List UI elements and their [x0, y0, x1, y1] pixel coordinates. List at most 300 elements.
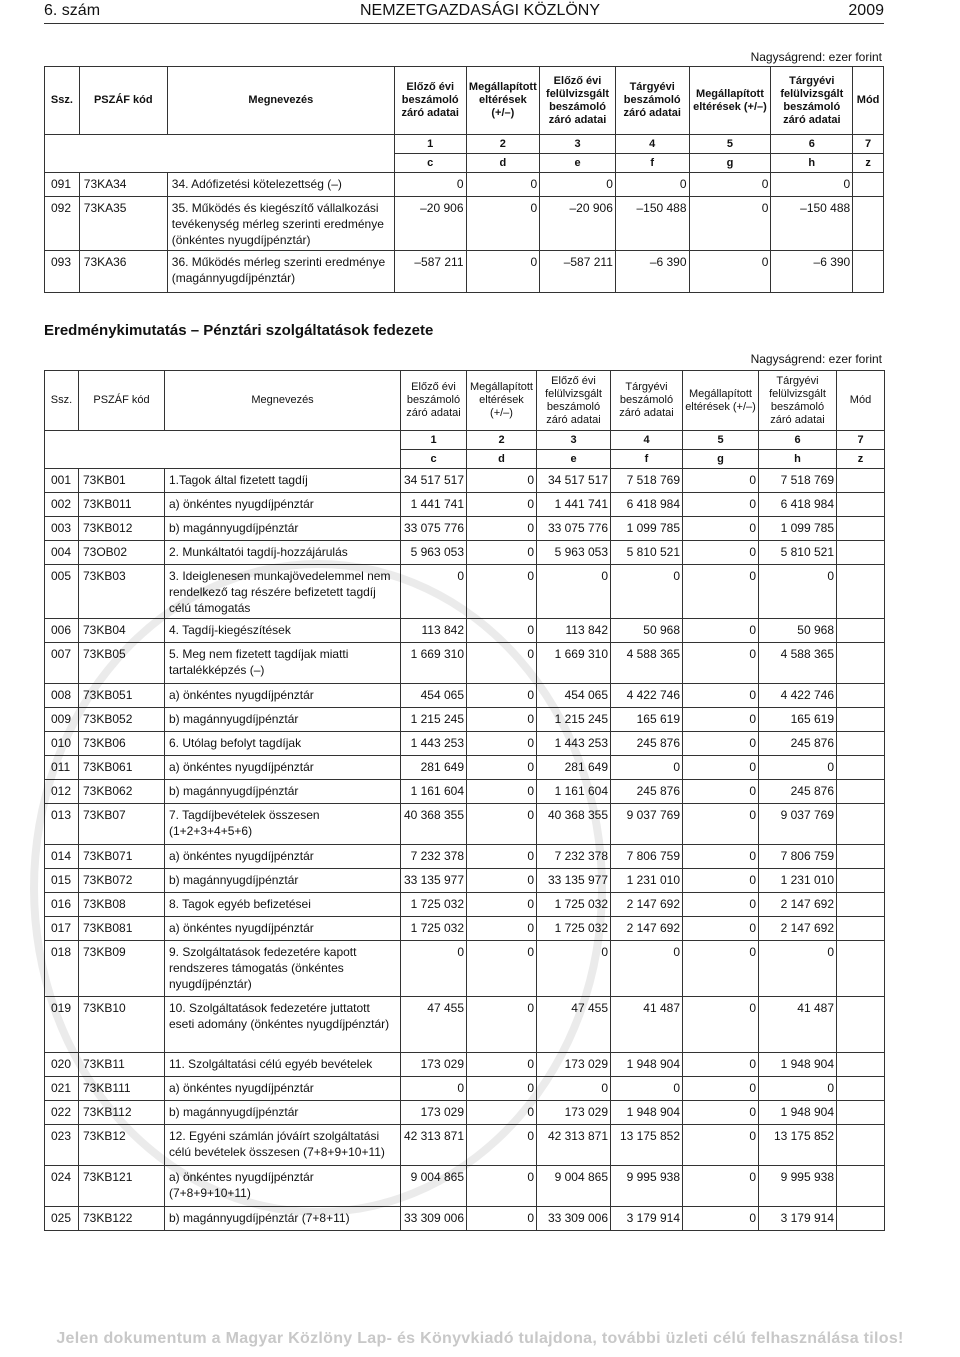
value-cell: –6 390 — [615, 251, 689, 293]
value-cell: 0 — [683, 708, 759, 732]
value-cell: 173 029 — [537, 1053, 611, 1077]
column-letters: c d e f g h z — [45, 154, 884, 173]
value-cell: 1 948 904 — [611, 1053, 683, 1077]
col-mod: Mód — [853, 67, 884, 135]
value-cell: 3 179 914 — [611, 1207, 683, 1231]
value-cell: 454 065 — [401, 684, 467, 708]
value-cell: 41 487 — [611, 997, 683, 1053]
row-code: 73KB09 — [79, 941, 165, 997]
col-4: Tárgyévi beszámoló záró adatai — [611, 371, 683, 431]
row-ssz: 025 — [45, 1207, 79, 1231]
value-cell: 1 161 604 — [401, 780, 467, 804]
value-cell: 0 — [689, 173, 771, 197]
value-cell: 173 029 — [401, 1101, 467, 1125]
mod-cell — [837, 1053, 885, 1077]
value-cell: 7 232 378 — [401, 845, 467, 869]
row-ssz: 021 — [45, 1077, 79, 1101]
value-cell: 13 175 852 — [611, 1125, 683, 1166]
value-cell: 0 — [683, 732, 759, 756]
row-code: 73KB06 — [79, 732, 165, 756]
value-cell: 0 — [683, 997, 759, 1053]
value-cell: 2 147 692 — [759, 893, 837, 917]
row-name: a) önkéntes nyugdíjpénztár — [165, 684, 401, 708]
value-cell: 454 065 — [537, 684, 611, 708]
value-cell: 173 029 — [401, 1053, 467, 1077]
row-ssz: 002 — [45, 493, 79, 517]
issue-number: 6. szám — [44, 2, 101, 19]
value-cell: 5 810 521 — [759, 541, 837, 565]
row-name: 2. Munkáltatói tagdíj-hozzájárulás — [165, 541, 401, 565]
row-ssz: 022 — [45, 1101, 79, 1125]
row-ssz: 093 — [45, 251, 80, 293]
value-cell: 0 — [467, 997, 537, 1053]
value-cell: 1 669 310 — [401, 643, 467, 684]
row-name: a) önkéntes nyugdíjpénztár — [165, 1077, 401, 1101]
value-cell: 0 — [611, 565, 683, 619]
unit-label-2: Nagyságrend: ezer forint — [750, 352, 882, 366]
row-name: 36. Működés mérleg szerinti eredménye (magánnyugdíjpénztár) — [167, 251, 394, 293]
row-ssz: 003 — [45, 517, 79, 541]
col-kod: PSZÁF kód — [79, 371, 165, 431]
value-cell: 245 876 — [759, 780, 837, 804]
table-row — [45, 565, 885, 619]
value-cell: 42 313 871 — [401, 1125, 467, 1166]
value-cell: 0 — [467, 1207, 537, 1231]
row-code: 73KB062 — [79, 780, 165, 804]
row-name: a) önkéntes nyugdíjpénztár — [165, 917, 401, 941]
value-cell: 4 422 746 — [611, 684, 683, 708]
row-code: 73KB072 — [79, 869, 165, 893]
value-cell: 4 588 365 — [611, 643, 683, 684]
value-cell: 2 147 692 — [611, 917, 683, 941]
row-ssz: 014 — [45, 845, 79, 869]
value-cell: –150 488 — [615, 197, 689, 251]
value-cell: 33 309 006 — [401, 1207, 467, 1231]
value-cell: 9 995 938 — [759, 1166, 837, 1207]
value-cell: 0 — [683, 1125, 759, 1166]
value-cell: 0 — [683, 1166, 759, 1207]
row-name: 10. Szolgáltatások fedezetére juttatott eseti adomány (önkéntes nyugdíjpénztár) — [165, 997, 401, 1053]
col-3: Előző évi felülvizsgált beszámoló záró adatai — [540, 67, 616, 135]
row-name: b) magánnyugdíjpénztár — [165, 869, 401, 893]
row-ssz: 007 — [45, 643, 79, 684]
column-numbers: 1 2 3 4 5 6 7 — [45, 135, 884, 154]
value-cell: 0 — [683, 1101, 759, 1125]
table-row — [45, 469, 885, 493]
col-ssz: Ssz. — [45, 371, 79, 431]
row-code: 73KB12 — [79, 1125, 165, 1166]
row-name: 4. Tagdíj-kiegészítések — [165, 619, 401, 643]
mod-cell — [837, 780, 885, 804]
table-row — [45, 1077, 885, 1101]
value-cell: 0 — [683, 869, 759, 893]
row-name: 5. Meg nem fizetett tagdíjak miatti tartalékképzés (–) — [165, 643, 401, 684]
table-row — [45, 780, 885, 804]
table-row — [45, 941, 885, 997]
table-row — [45, 732, 885, 756]
value-cell: 0 — [467, 893, 537, 917]
value-cell: 281 649 — [537, 756, 611, 780]
value-cell: 0 — [683, 1207, 759, 1231]
value-cell: 0 — [467, 804, 537, 845]
header-rule — [44, 23, 884, 24]
value-cell: –20 906 — [540, 197, 616, 251]
value-cell: 0 — [466, 173, 540, 197]
row-code: 73KA34 — [79, 173, 167, 197]
value-cell: 42 313 871 — [537, 1125, 611, 1166]
value-cell: 6 418 984 — [611, 493, 683, 517]
value-cell: 50 968 — [611, 619, 683, 643]
value-cell: 165 619 — [611, 708, 683, 732]
row-ssz: 004 — [45, 541, 79, 565]
col-ssz: Ssz. — [45, 67, 80, 135]
value-cell: 47 455 — [401, 997, 467, 1053]
mod-cell — [837, 1077, 885, 1101]
column-letters: c d e f g h z — [45, 450, 885, 469]
value-cell: 0 — [401, 1077, 467, 1101]
value-cell: 0 — [759, 756, 837, 780]
value-cell: 1 725 032 — [537, 893, 611, 917]
mod-cell — [837, 1125, 885, 1166]
value-cell: 281 649 — [401, 756, 467, 780]
income-table — [44, 370, 885, 1231]
table-row — [45, 643, 885, 684]
row-ssz: 009 — [45, 708, 79, 732]
row-name: 6. Utólag befolyt tagdíjak — [165, 732, 401, 756]
value-cell: 0 — [759, 565, 837, 619]
value-cell: 1 443 253 — [401, 732, 467, 756]
value-cell: 0 — [537, 941, 611, 997]
row-code: 73KB081 — [79, 917, 165, 941]
row-name: b) magánnyugdíjpénztár — [165, 708, 401, 732]
col-3: Előző évi felülvizsgált beszámoló záró adatai — [537, 371, 611, 431]
table-row — [45, 517, 885, 541]
value-cell: 3 179 914 — [759, 1207, 837, 1231]
mod-cell — [837, 756, 885, 780]
row-code: 73KA35 — [79, 197, 167, 251]
row-code: 73KB111 — [79, 1077, 165, 1101]
value-cell: 165 619 — [759, 708, 837, 732]
table-row — [45, 1101, 885, 1125]
value-cell: 0 — [394, 173, 466, 197]
value-cell: 1 443 253 — [537, 732, 611, 756]
row-code: 73KB08 — [79, 893, 165, 917]
value-cell: 0 — [683, 804, 759, 845]
value-cell: 0 — [401, 565, 467, 619]
value-cell: 245 876 — [759, 732, 837, 756]
value-cell: 245 876 — [611, 780, 683, 804]
row-ssz: 020 — [45, 1053, 79, 1077]
value-cell: 9 037 769 — [611, 804, 683, 845]
value-cell: 1 948 904 — [611, 1101, 683, 1125]
row-ssz: 023 — [45, 1125, 79, 1166]
mod-cell — [837, 732, 885, 756]
row-ssz: 016 — [45, 893, 79, 917]
row-ssz: 019 — [45, 997, 79, 1053]
col-4: Tárgyévi beszámoló záró adatai — [615, 67, 689, 135]
value-cell: 245 876 — [611, 732, 683, 756]
mod-cell — [837, 1101, 885, 1125]
mod-cell — [853, 173, 884, 197]
mod-cell — [837, 917, 885, 941]
value-cell: 1 948 904 — [759, 1101, 837, 1125]
value-cell: 0 — [467, 684, 537, 708]
value-cell: 0 — [759, 941, 837, 997]
row-ssz: 011 — [45, 756, 79, 780]
row-code: 73KB04 — [79, 619, 165, 643]
mod-cell — [837, 941, 885, 997]
value-cell: 1 725 032 — [537, 917, 611, 941]
value-cell: 1 948 904 — [759, 1053, 837, 1077]
value-cell: 7 806 759 — [759, 845, 837, 869]
row-code: 73KB051 — [79, 684, 165, 708]
value-cell: 0 — [683, 565, 759, 619]
mod-cell — [837, 541, 885, 565]
row-code: 73KB11 — [79, 1053, 165, 1077]
row-ssz: 006 — [45, 619, 79, 643]
value-cell: 34 517 517 — [401, 469, 467, 493]
value-cell: 0 — [540, 173, 616, 197]
row-name: 3. Ideiglenesen munkajövedelemmel nem rendelkező tag részére befizetett tagdíj célú támogatás — [165, 565, 401, 619]
value-cell: 9 004 865 — [537, 1166, 611, 1207]
row-name: 34. Adófizetési kötelezettség (–) — [167, 173, 394, 197]
value-cell: 0 — [467, 541, 537, 565]
table-row — [45, 1053, 885, 1077]
row-name: 1.Tagok által fizetett tagdíj — [165, 469, 401, 493]
value-cell: 6 418 984 — [759, 493, 837, 517]
row-code: 73KB112 — [79, 1101, 165, 1125]
row-code: 73KB071 — [79, 845, 165, 869]
row-code: 73KB03 — [79, 565, 165, 619]
value-cell: 33 075 776 — [401, 517, 467, 541]
table-row — [45, 493, 885, 517]
value-cell: 173 029 — [537, 1101, 611, 1125]
value-cell: 0 — [467, 469, 537, 493]
row-ssz: 012 — [45, 780, 79, 804]
value-cell: 1 669 310 — [537, 643, 611, 684]
value-cell: 0 — [467, 845, 537, 869]
value-cell: 7 518 769 — [759, 469, 837, 493]
col-6: Tárgyévi felülvizsgált beszámoló záró adatai — [771, 67, 853, 135]
value-cell: 1 231 010 — [759, 869, 837, 893]
table-row — [45, 1207, 885, 1231]
value-cell: 1 215 245 — [537, 708, 611, 732]
col-mod: Mód — [837, 371, 885, 431]
col-2: Megállapított eltérések (+/–) — [466, 67, 540, 135]
mod-cell — [853, 251, 884, 293]
row-code: 73KB07 — [79, 804, 165, 845]
table-row — [45, 541, 885, 565]
row-name: a) önkéntes nyugdíjpénztár (7+8+9+10+11) — [165, 1166, 401, 1207]
mod-cell — [837, 804, 885, 845]
row-code: 73KB10 — [79, 997, 165, 1053]
table-row — [45, 251, 884, 293]
row-ssz: 017 — [45, 917, 79, 941]
mod-cell — [837, 1166, 885, 1207]
value-cell: 1 099 785 — [759, 517, 837, 541]
section-title: Eredménykimutatás – Pénztári szolgáltatások fedezete — [44, 322, 434, 339]
balance-table — [44, 66, 884, 293]
value-cell: 33 309 006 — [537, 1207, 611, 1231]
journal-title: NEMZETGAZDASÁGI KÖZLÖNY — [359, 2, 601, 19]
table-row — [45, 997, 885, 1053]
value-cell: 0 — [467, 1166, 537, 1207]
value-cell: 1 161 604 — [537, 780, 611, 804]
table-row — [45, 197, 884, 251]
value-cell: 113 842 — [537, 619, 611, 643]
value-cell: 9 995 938 — [611, 1166, 683, 1207]
row-name: 7. Tagdíjbevételek összesen (1+2+3+4+5+6) — [165, 804, 401, 845]
value-cell: 0 — [467, 619, 537, 643]
value-cell: 4 588 365 — [759, 643, 837, 684]
value-cell: 0 — [683, 845, 759, 869]
value-cell: 0 — [466, 197, 540, 251]
value-cell: 0 — [689, 251, 771, 293]
row-code: 73KB012 — [79, 517, 165, 541]
value-cell: 9 037 769 — [759, 804, 837, 845]
value-cell: 1 441 741 — [537, 493, 611, 517]
row-ssz: 001 — [45, 469, 79, 493]
value-cell: 1 725 032 — [401, 917, 467, 941]
table-row — [45, 708, 885, 732]
table-row — [45, 1166, 885, 1207]
mod-cell — [837, 517, 885, 541]
row-code: 73KB011 — [79, 493, 165, 517]
value-cell: 7 806 759 — [611, 845, 683, 869]
value-cell: 0 — [611, 941, 683, 997]
table-row — [45, 869, 885, 893]
value-cell: 0 — [467, 708, 537, 732]
value-cell: 9 004 865 — [401, 1166, 467, 1207]
value-cell: 0 — [537, 565, 611, 619]
value-cell: 0 — [467, 732, 537, 756]
value-cell: 1 099 785 — [611, 517, 683, 541]
value-cell: 5 963 053 — [401, 541, 467, 565]
row-code: 73KB052 — [79, 708, 165, 732]
value-cell: 5 963 053 — [537, 541, 611, 565]
value-cell: 0 — [759, 1077, 837, 1101]
value-cell: 41 487 — [759, 997, 837, 1053]
row-ssz: 013 — [45, 804, 79, 845]
table-row — [45, 173, 884, 197]
value-cell: 33 075 776 — [537, 517, 611, 541]
column-numbers: 1 2 3 4 5 6 7 — [45, 431, 885, 450]
value-cell: 0 — [615, 173, 689, 197]
col-6: Tárgyévi felülvizsgált beszámoló záró adatai — [759, 371, 837, 431]
table-row — [45, 804, 885, 845]
mod-cell — [837, 684, 885, 708]
col-megnevezes: Megnevezés — [167, 67, 394, 135]
row-ssz: 008 — [45, 684, 79, 708]
row-code: 73KB061 — [79, 756, 165, 780]
mod-cell — [837, 493, 885, 517]
value-cell: 0 — [683, 893, 759, 917]
value-cell: 5 810 521 — [611, 541, 683, 565]
row-name: b) magánnyugdíjpénztár — [165, 780, 401, 804]
row-name: b) magánnyugdíjpénztár — [165, 1101, 401, 1125]
row-name: b) magánnyugdíjpénztár (7+8+11) — [165, 1207, 401, 1231]
row-name: a) önkéntes nyugdíjpénztár — [165, 493, 401, 517]
row-code: 73KB01 — [79, 469, 165, 493]
copyright-footer: Jelen dokumentum a Magyar Közlöny Lap- és Könyvkiadó tulajdona, további üzleti célú felhasználása tilos! — [56, 1330, 904, 1347]
row-ssz: 010 — [45, 732, 79, 756]
value-cell: 0 — [467, 917, 537, 941]
table-row — [45, 684, 885, 708]
value-cell: 0 — [611, 1077, 683, 1101]
value-cell: 0 — [611, 756, 683, 780]
value-cell: 0 — [683, 1077, 759, 1101]
value-cell: 0 — [467, 756, 537, 780]
mod-cell — [837, 869, 885, 893]
mod-cell — [837, 893, 885, 917]
value-cell: 0 — [771, 173, 853, 197]
row-name: 9. Szolgáltatások fedezetére kapott rendszeres támogatás (önkéntes nyugdíjpénztár) — [165, 941, 401, 997]
col-kod: PSZÁF kód — [79, 67, 167, 135]
value-cell: 0 — [683, 684, 759, 708]
value-cell: 7 518 769 — [611, 469, 683, 493]
value-cell: 2 147 692 — [611, 893, 683, 917]
row-ssz: 015 — [45, 869, 79, 893]
mod-cell — [853, 197, 884, 251]
value-cell: 1 215 245 — [401, 708, 467, 732]
row-name: b) magánnyugdíjpénztár — [165, 517, 401, 541]
row-ssz: 018 — [45, 941, 79, 997]
value-cell: –20 906 — [394, 197, 466, 251]
col-megnevezes: Megnevezés — [165, 371, 401, 431]
value-cell: –150 488 — [771, 197, 853, 251]
row-name: 35. Működés és kiegészítő vállalkozási tevékenység mérleg szerinti eredménye (önkéntes nyugdíjpénztár) — [167, 197, 394, 251]
value-cell: 0 — [467, 1077, 537, 1101]
mod-cell — [837, 845, 885, 869]
value-cell: 2 147 692 — [759, 917, 837, 941]
col-1: Előző évi beszámoló záró adatai — [401, 371, 467, 431]
table-row — [45, 893, 885, 917]
row-ssz: 091 — [45, 173, 80, 197]
value-cell: 0 — [401, 941, 467, 997]
row-name: a) önkéntes nyugdíjpénztár — [165, 845, 401, 869]
value-cell: 0 — [467, 780, 537, 804]
value-cell: 0 — [467, 643, 537, 684]
table-row — [45, 917, 885, 941]
value-cell: 1 231 010 — [611, 869, 683, 893]
value-cell: –587 211 — [540, 251, 616, 293]
value-cell: 0 — [467, 1125, 537, 1166]
col-1: Előző évi beszámoló záró adatai — [394, 67, 466, 135]
value-cell: 0 — [683, 780, 759, 804]
value-cell: 0 — [683, 517, 759, 541]
value-cell: 40 368 355 — [537, 804, 611, 845]
row-code: 73KA36 — [79, 251, 167, 293]
row-ssz: 005 — [45, 565, 79, 619]
value-cell: 0 — [683, 541, 759, 565]
value-cell: 0 — [683, 917, 759, 941]
value-cell: 0 — [683, 1053, 759, 1077]
table-row — [45, 845, 885, 869]
row-code: 73OB02 — [79, 541, 165, 565]
mod-cell — [837, 565, 885, 619]
mod-cell — [837, 619, 885, 643]
value-cell: 0 — [683, 493, 759, 517]
value-cell: 0 — [466, 251, 540, 293]
col-2: Megállapított eltérések (+/–) — [467, 371, 537, 431]
value-cell: 0 — [689, 197, 771, 251]
unit-label: Nagyságrend: ezer forint — [750, 50, 882, 64]
row-code: 73KB122 — [79, 1207, 165, 1231]
value-cell: 0 — [683, 619, 759, 643]
mod-cell — [837, 997, 885, 1053]
value-cell: 1 441 741 — [401, 493, 467, 517]
row-name: 12. Egyéni számlán jóváírt szolgáltatási célú bevételek összesen (7+8+9+10+11) — [165, 1125, 401, 1166]
